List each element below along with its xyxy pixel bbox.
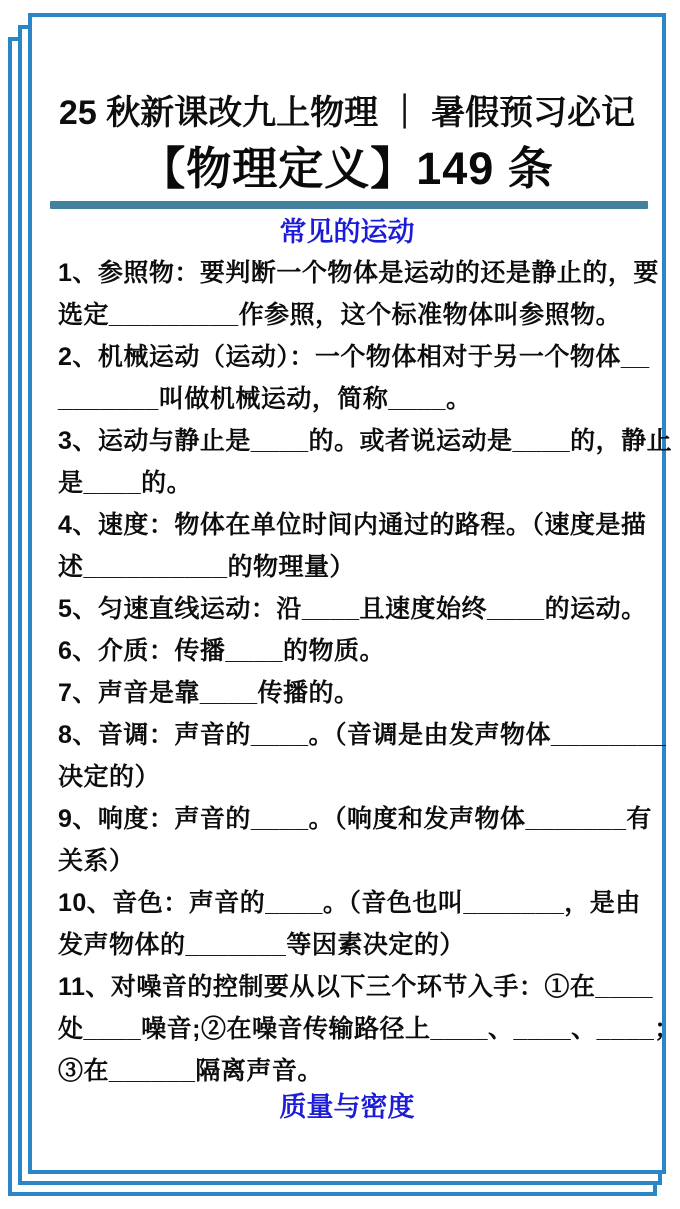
definition-line: 是____的。 [58,469,193,497]
definition-line: 2、机械运动（运动）：一个物体相对于另一个物体__ [58,343,650,371]
definition-line: 6、介质：传播____的物质。 [58,637,386,665]
definition-line: 8、音调：声音的____。（音调是由发声物体________ [58,721,667,749]
definition-item [58,798,652,882]
definition-line: 关系） [58,847,135,875]
stacked-page-front [28,13,680,1174]
definition-line: 处____噪音;②在噪音传输路径上____、____、____； [58,1015,680,1043]
definition-line: 4、速度：物体在单位时间内通过的路程。（速度是描 [58,511,647,539]
definition-line: 决定的） [58,763,161,791]
section-heading-common-motion: 常见的运动 [279,217,415,247]
definition-item [58,420,673,504]
definition-line: 5、匀速直线运动：沿____且速度始终____的运动。 [58,595,647,623]
definitions-list [58,252,680,1092]
definition-line: 发声物体的_______等因素决定的） [58,931,465,959]
definition-line: 9、响度：声音的____。（响度和发声物体_______有 [58,805,652,833]
page-title: 25 秋新课改九上物理 ｜ 暑假预习必记 [58,94,636,132]
definition-item [58,504,647,588]
definition-item [58,672,643,714]
definition-line: 10、音色：声音的____。（音色也叫_______，是由 [58,889,641,917]
definition-line: 11、对噪音的控制要从以下三个环节入手：①在____ [58,973,654,1001]
definition-line: 1、参照物：要判断一个物体是运动的还是静止的，要 [58,259,659,287]
section-heading-mass-density: 质量与密度 [279,1092,415,1122]
definition-item [58,336,650,420]
definition-line: ③在______隔离声音。 [58,1057,323,1085]
definition-line: 述__________的物理量） [58,553,356,581]
definition-item [58,966,680,1092]
definition-item [58,588,647,630]
definition-line: 7、声音是靠____传播的。 [58,679,360,707]
definition-line: _______叫做机械运动，简称____。 [58,385,472,413]
definition-item [58,714,667,798]
definition-item [58,252,659,336]
definition-item [58,882,643,966]
definition-item [58,630,643,672]
definition-line: 选定_________作参照，这个标准物体叫参照物。 [58,301,622,329]
title-divider [50,201,648,209]
page-subtitle: 【物理定义】149 条 [140,143,554,194]
definition-line: 3、运动与静止是____的。或者说运动是____的，静止 [58,427,673,455]
